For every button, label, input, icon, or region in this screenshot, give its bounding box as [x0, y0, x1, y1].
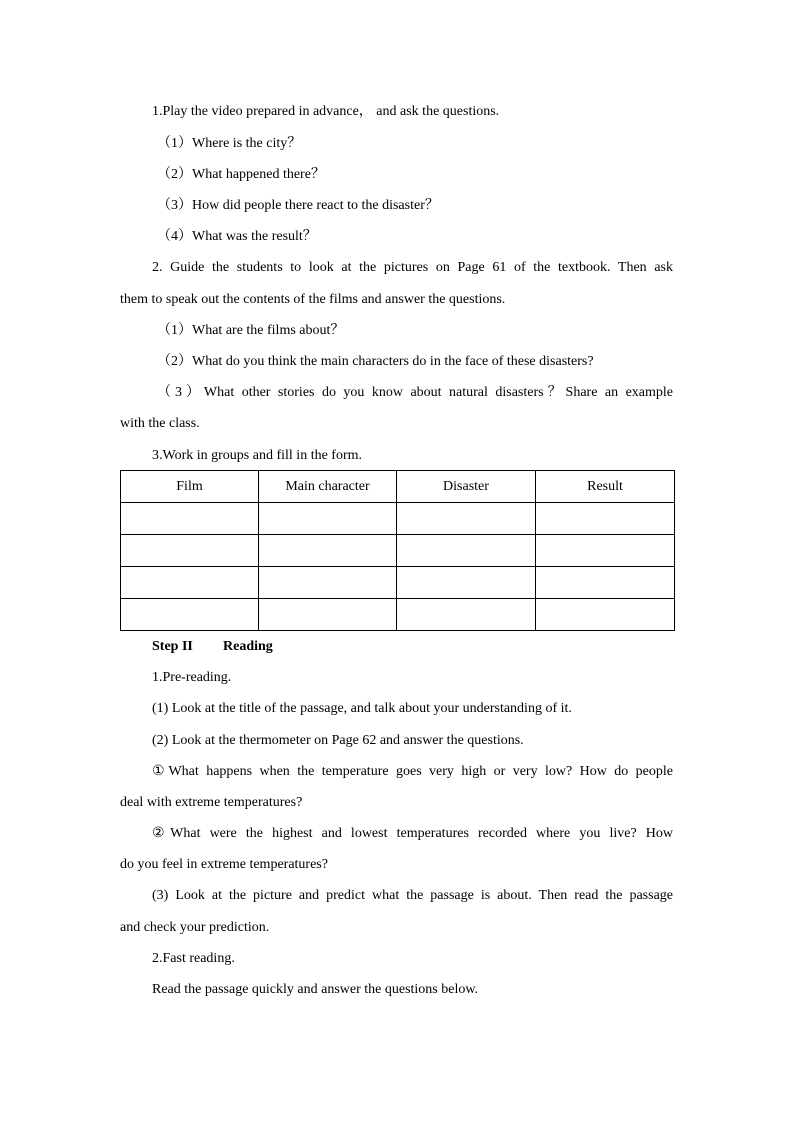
section2-intro-line1: 2. Guide the students to look at the pictures on Page 61 of the textbook. Then ask — [152, 260, 673, 275]
film-form-table — [120, 470, 675, 631]
header-film: Film — [121, 471, 259, 503]
table-cell[interactable] — [536, 535, 675, 567]
table-cell[interactable] — [259, 503, 397, 535]
question-result: （4）What was the result？ — [157, 229, 317, 244]
table-row — [121, 503, 675, 535]
table-cell[interactable] — [536, 503, 675, 535]
question-react: （3）How did people there react to the disaster？ — [157, 198, 439, 213]
table-cell[interactable] — [121, 599, 259, 631]
pre-reading-item-1: (1) Look at the title of the passage, and talk about your understanding of it. — [152, 701, 572, 716]
section1-intro: 1.Play the video prepared in advance， and ask the questions. — [152, 104, 500, 119]
table-header-row — [121, 471, 675, 503]
table-cell[interactable] — [397, 503, 536, 535]
circle-question-1-line2: deal with extreme temperatures? — [120, 795, 303, 810]
step-label: Step II — [152, 639, 193, 654]
header-result: Result — [536, 471, 675, 503]
pre-reading-item-3-line2: and check your prediction. — [120, 920, 270, 935]
table-cell[interactable] — [259, 535, 397, 567]
header-main-character: Main character — [259, 471, 397, 503]
header-disaster: Disaster — [397, 471, 536, 503]
table-cell[interactable] — [121, 567, 259, 599]
pre-reading-item-3-line1: (3) Look at the picture and predict what the passage is about. Then read the passage — [152, 888, 673, 903]
pre-reading-item-2: (2) Look at the thermometer on Page 62 and answer the questions. — [152, 733, 524, 748]
question-other-stories-line1: （3）What other stories do you know about natural disasters？Share an example — [157, 385, 673, 400]
table-cell[interactable] — [259, 567, 397, 599]
table-cell[interactable] — [397, 535, 536, 567]
table-cell[interactable] — [536, 599, 675, 631]
table-row — [121, 567, 675, 599]
table-cell[interactable] — [397, 599, 536, 631]
question-films-about: （1）What are the films about？ — [157, 323, 345, 338]
question-other-stories-line2: with the class. — [120, 416, 200, 431]
section3-intro: 3.Work in groups and fill in the form. — [152, 448, 363, 463]
table-cell[interactable] — [536, 567, 675, 599]
question-city: （1）Where is the city？ — [157, 136, 302, 151]
table-cell[interactable] — [121, 503, 259, 535]
circle-question-2-line1: ②What were the highest and lowest temperatures recorded where you live? How — [152, 826, 673, 841]
fast-reading-heading: 2.Fast reading. — [152, 951, 235, 966]
table-row — [121, 535, 675, 567]
circle-question-2-line2: do you feel in extreme temperatures? — [120, 857, 328, 872]
table-cell[interactable] — [259, 599, 397, 631]
fast-reading-instruction: Read the passage quickly and answer the questions below. — [152, 982, 479, 997]
table-cell[interactable] — [121, 535, 259, 567]
pre-reading-heading: 1.Pre-reading. — [152, 670, 232, 685]
table-row — [121, 599, 675, 631]
circle-question-1-line1: ①What happens when the temperature goes very high or very low? How do people — [152, 764, 673, 779]
question-happened: （2）What happened there？ — [157, 167, 325, 182]
section2-intro-line2: them to speak out the contents of the films and answer the questions. — [120, 292, 506, 307]
step-title: Reading — [223, 639, 273, 654]
question-main-characters: （2）What do you think the main characters do in the face of these disasters? — [157, 354, 594, 369]
table-cell[interactable] — [397, 567, 536, 599]
